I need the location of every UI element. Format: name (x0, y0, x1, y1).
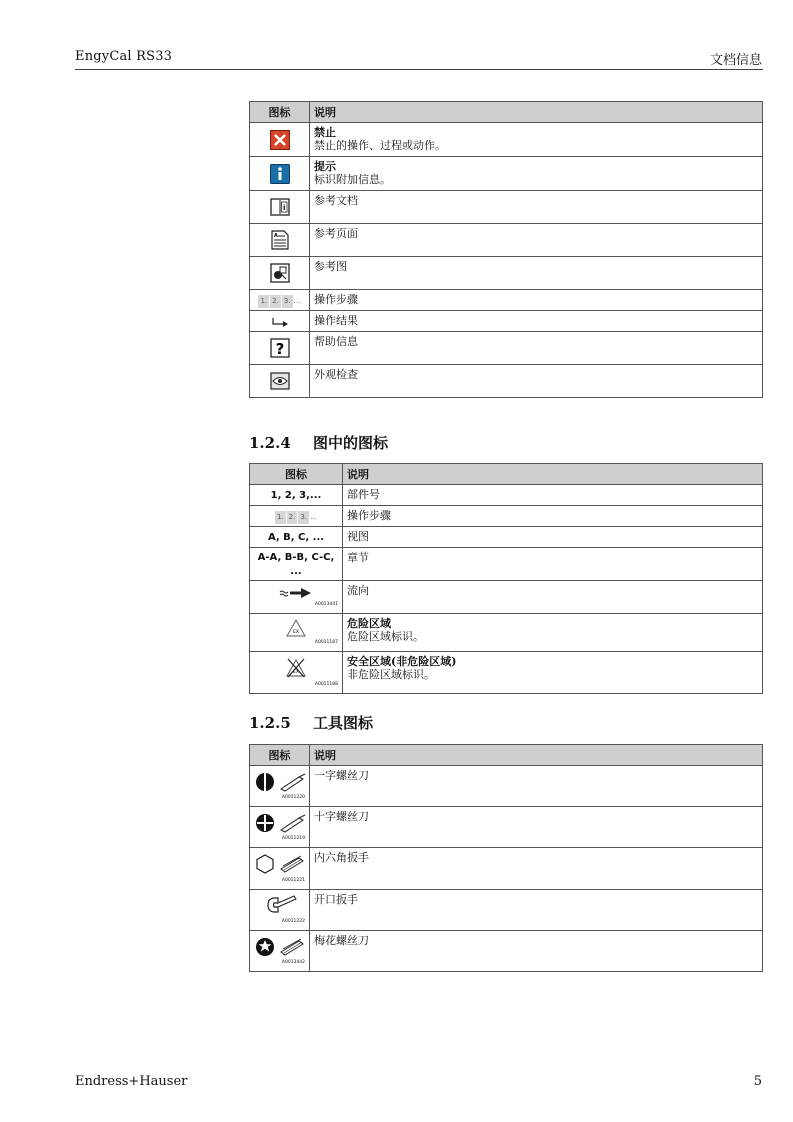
svg-text:A: A (273, 233, 278, 239)
symbol-cell (250, 548, 343, 581)
sections-symbol: A-A, B-B, C-C, ... (257, 552, 335, 577)
row-text: 外观检查 (314, 368, 358, 381)
symbol-cell (250, 614, 343, 652)
table-row (250, 365, 763, 398)
desc-cell (310, 224, 763, 257)
table-row (250, 890, 763, 931)
symbol-cell (250, 485, 343, 506)
svg-text:i: i (282, 204, 285, 212)
visual-inspection-icon (270, 374, 290, 387)
row-text: 操作结果 (314, 314, 358, 327)
svg-text:EX: EX (293, 630, 299, 635)
row-text: 参考图 (314, 260, 347, 273)
desc-cell (343, 652, 763, 694)
figure-symbols-table (249, 463, 763, 694)
row-text: 梅花螺丝刀 (314, 934, 369, 947)
symbol-cell (250, 931, 310, 972)
col-desc-header: 说明 (343, 464, 763, 485)
symbol-cell (250, 506, 343, 527)
table-row (250, 766, 763, 807)
table-row (250, 931, 763, 972)
row-title: 禁止 (314, 126, 336, 139)
symbol-cell (250, 527, 343, 548)
figure-code: A0013442 (281, 960, 305, 965)
desc-cell (343, 527, 763, 548)
symbol-cell (250, 332, 310, 365)
desc-cell (310, 766, 763, 807)
phillips-screwdriver-icon (255, 816, 307, 829)
figure-code: A0011219 (281, 836, 305, 841)
table-row (250, 652, 763, 694)
row-text: 视图 (347, 530, 369, 543)
desc-cell (310, 365, 763, 398)
table-row (250, 332, 763, 365)
figure-code: A0011187 (314, 640, 338, 645)
section-number: 1.2.4 (249, 434, 291, 452)
col-desc-header: 说明 (310, 102, 763, 123)
desc-cell (343, 485, 763, 506)
desc-cell (343, 548, 763, 581)
row-text: 操作步骤 (314, 293, 358, 306)
symbol-cell (250, 224, 310, 257)
row-title: 提示 (314, 160, 336, 173)
figure-code: A0011220 (281, 795, 305, 800)
table-row (250, 581, 763, 614)
row-text: 非危险区域标识。 (347, 668, 435, 681)
open-ended-wrench-icon (266, 899, 298, 912)
figure-code: A0011222 (281, 919, 305, 924)
header-product: EngyCal RS33 (75, 49, 173, 64)
page-number: 5 (753, 1074, 762, 1089)
row-text: 参考文档 (314, 194, 358, 207)
section-title: 工具图标 (313, 714, 374, 732)
desc-cell (310, 191, 763, 224)
row-text: 内六角扳手 (314, 851, 369, 864)
row-text: 流向 (347, 584, 369, 597)
symbol-cell (250, 157, 310, 191)
desc-cell (310, 931, 763, 972)
svg-text:EX: EX (293, 670, 299, 675)
header-rule (75, 69, 763, 70)
table-row (250, 191, 763, 224)
col-symbol-header: 图标 (250, 102, 310, 123)
col-symbol-header: 图标 (250, 745, 310, 766)
symbol-cell (250, 191, 310, 224)
table-row (250, 807, 763, 848)
allen-key-icon (255, 857, 307, 870)
row-text: 部件号 (347, 488, 380, 501)
views-symbol: A, B, C, ... (267, 532, 325, 543)
row-text: 危险区域标识。 (347, 630, 424, 643)
tool-symbols-table (249, 744, 763, 972)
desc-cell (310, 157, 763, 191)
figure-code: A0011221 (281, 878, 305, 883)
steps-icon: 1. 2. 3. … (258, 295, 300, 308)
table-row (250, 848, 763, 890)
desc-cell (310, 257, 763, 290)
row-text: 章节 (347, 551, 369, 564)
symbol-cell (250, 807, 310, 848)
item-numbers-symbol: 1, 2, 3,... (270, 490, 322, 501)
desc-cell (310, 848, 763, 890)
table-row (250, 485, 763, 506)
reference-figure-icon (270, 266, 290, 279)
row-text: 十字螺丝刀 (314, 810, 369, 823)
section-title: 图中的图标 (313, 434, 389, 452)
desc-cell (310, 807, 763, 848)
desc-cell (310, 332, 763, 365)
desc-cell (343, 506, 763, 527)
table-row (250, 123, 763, 157)
symbol-cell (250, 890, 310, 931)
steps-icon: 1. 2. 3. … (275, 511, 317, 524)
desc-cell (310, 311, 763, 332)
result-arrow-icon (271, 315, 289, 328)
table-row (250, 311, 763, 332)
section-number: 1.2.5 (249, 714, 291, 732)
desc-cell (343, 581, 763, 614)
table-row (250, 506, 763, 527)
reference-page-icon (270, 233, 290, 246)
desc-cell (310, 123, 763, 157)
row-title: 危险区域 (347, 617, 391, 630)
symbol-cell (250, 290, 310, 311)
symbol-cell (250, 311, 310, 332)
table-row (250, 614, 763, 652)
symbol-cell (250, 652, 343, 694)
reference-document-icon (270, 200, 290, 213)
symbol-cell (250, 123, 310, 157)
forbidden-icon (270, 133, 290, 146)
symbol-cell (250, 766, 310, 807)
symbol-cell (250, 848, 310, 890)
svg-text:?: ? (275, 340, 284, 358)
figure-code: A0011188 (314, 682, 338, 687)
col-desc-header: 说明 (310, 745, 763, 766)
section-heading-1-2-5 (249, 712, 373, 733)
table-row (250, 527, 763, 548)
figure-code: A0013441 (314, 602, 338, 607)
flat-blade-screwdriver-icon (255, 775, 307, 788)
desc-cell (343, 614, 763, 652)
torx-screwdriver-icon (255, 940, 307, 953)
row-text: 禁止的操作、过程或动作。 (314, 139, 446, 152)
row-text: 操作步骤 (347, 509, 391, 522)
row-text: 一字螺丝刀 (314, 769, 369, 782)
safe-area-icon (286, 661, 306, 674)
header-section: 文档信息 (709, 53, 762, 68)
section-heading-1-2-4 (249, 432, 388, 453)
row-title: 安全区域(非危险区域) (347, 655, 457, 668)
row-text: 标识附加信息。 (314, 173, 391, 186)
table-row (250, 548, 763, 581)
hazardous-area-icon (286, 621, 306, 634)
row-text: 帮助信息 (314, 335, 358, 348)
info-icon (270, 167, 290, 180)
footer-brand: Endress+Hauser (75, 1074, 188, 1089)
symbol-cell (250, 581, 343, 614)
desc-cell (310, 290, 763, 311)
table-row (250, 290, 763, 311)
row-text: 开口扳手 (314, 893, 358, 906)
symbols-table (249, 101, 763, 398)
table-row (250, 257, 763, 290)
table-row (250, 157, 763, 191)
flow-direction-icon (279, 586, 313, 599)
desc-cell (310, 890, 763, 931)
row-text: 参考页面 (314, 227, 358, 240)
help-icon (270, 340, 290, 358)
symbol-cell (250, 365, 310, 398)
table-row (250, 224, 763, 257)
col-symbol-header: 图标 (250, 464, 343, 485)
symbol-cell (250, 257, 310, 290)
